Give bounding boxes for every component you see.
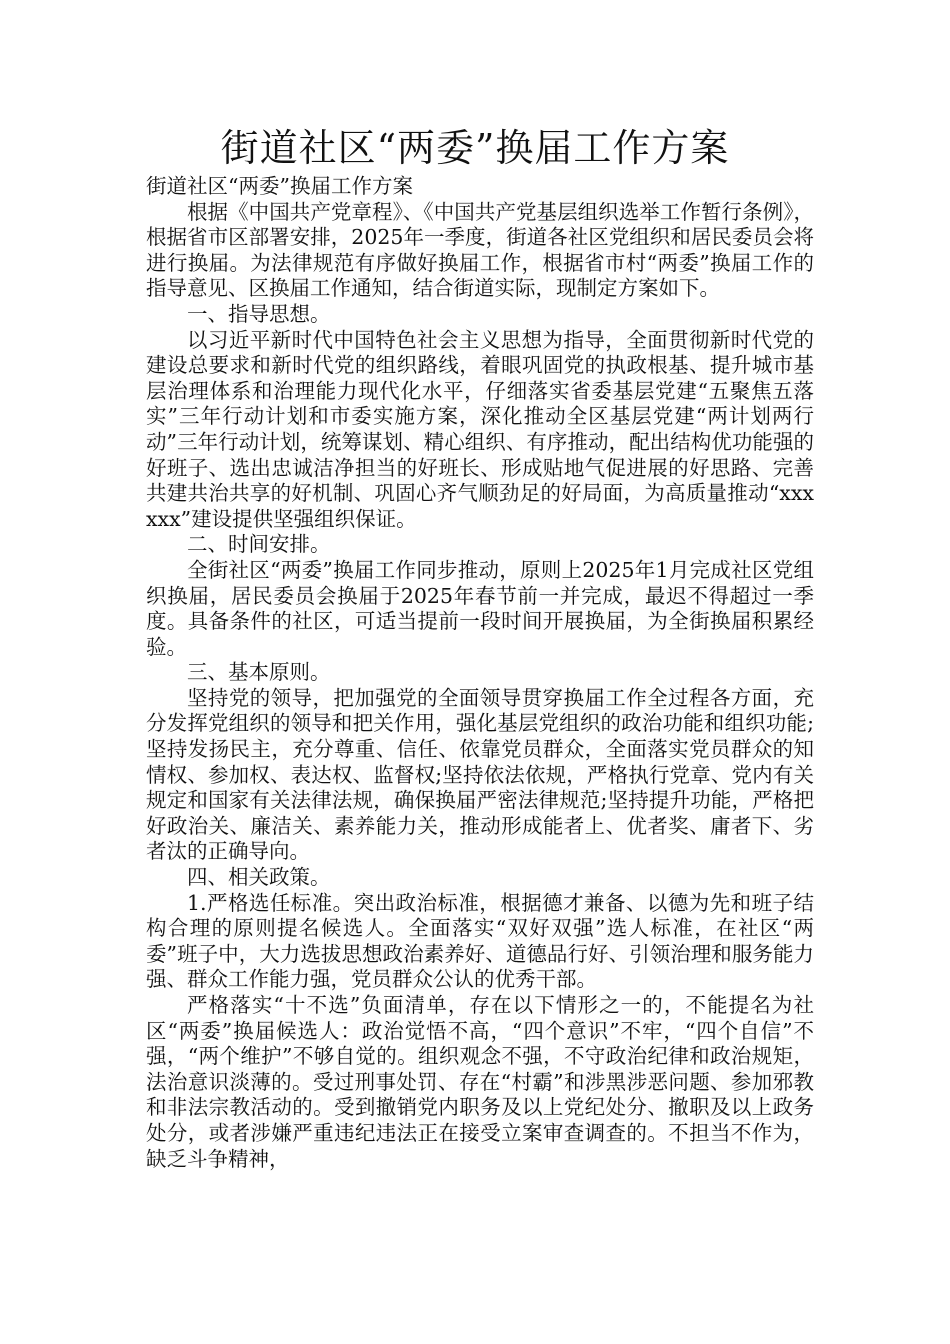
paragraph-guiding-thought: 以习近平新时代中国特色社会主义思想为指导，全面贯彻新时代党的建设总要求和新时代党的组织路线，着眼巩固党的执政根基、提升城市基层治理体系和治理能力现代化水平，仔细落实省委基层党建“五聚焦五落实”三年行动计划和市委实施方案，深化推动全区基层党建“两计划两行动”三年行动计划，统筹谋划、精心组织、有序推动，配出结构优功能强的好班子、选出忠诚洁净担当的好班长、形成贴地气促进展的好思路、完善共建共治共享的好机制、巩固心齐气顺劲足的好局面，为高质量推动“xxxxxx”建设提供坚强组织保证。 [146,327,814,531]
document-title: 街道社区“两委”换届工作方案 [220,126,730,170]
paragraph-selection-standards: 1.严格选任标准。突出政治标准，根据德才兼备、以德为先和班子结构合理的原则提名候选人。全面落实“双好双强”选人标准，在社区“两委”班子中，大力选拔思想政治素养好、道德品行好、引领治理和服务能力强、群众工作能力强，党员群众公认的优秀干部。 [146,890,814,992]
document-body [146,174,814,1172]
paragraph-schedule: 全街社区“两委”换届工作同步推动，原则上2025年1月完成社区党组织换届，居民委员会换届于2025年春节前一并完成，最迟不得超过一季度。具备条件的社区，可适当提前一段时间开展换届，为全街换届积累经验。 [146,557,814,659]
document-subtitle: 街道社区“两委”换届工作方案 [146,174,413,198]
paragraph-intro: 根据《中国共产党章程》、《中国共产党基层组织选举工作暂行条例》，根据省市区部署安排，2025年一季度，街道各社区党组织和居民委员会将进行换届。为法律规范有序做好换届工作，根据省市村“两委”换届工作的指导意见、区换届工作通知，结合街道实际，现制定方案如下。 [146,199,814,301]
section-heading-guiding-thought: 一、指导思想。 [187,301,331,326]
paragraph-principles: 坚持党的领导，把加强党的全面领导贯穿换届工作全过程各方面，充分发挥党组织的领导和把关作用，强化基层党组织的政治功能和组织功能;坚持发扬民主，充分尊重、信任、依靠党员群众，全面落实党员群众的知情权、参加权、表达权、监督权;坚持依法依规，严格执行党章、党内有关规定和国家有关法律法规，确保换届严密法律规范;坚持提升功能，严格把好政治关、廉洁关、素养能力关，推动形成能者上、优者奖、庸者下、劣者汰的正确导向。 [146,685,814,864]
section-heading-schedule: 二、时间安排。 [187,532,331,557]
paragraph-negative-list: 严格落实“十不选”负面清单，存在以下情形之一的，不能提名为社区“两委”换届候选人：政治觉悟不高，“四个意识”不牢，“四个自信”不强，“两个维护”不够自觉的。组织观念不强，不守政治纪律和政治规矩，法治意识淡薄的。受过刑事处罚、存在“村霸”和涉黑涉恶问题、参加邪教和非法宗教活动的。受到撤销党内职务及以上党纪处分、撤职及以上政务处分，或者涉嫌严重违纪违法正在接受立案审查调查的。不担当不作为，缺乏斗争精神， [146,993,814,1171]
section-heading-policies: 四、相关政策。 [187,865,331,890]
section-heading-principles: 三、基本原则。 [187,660,331,685]
